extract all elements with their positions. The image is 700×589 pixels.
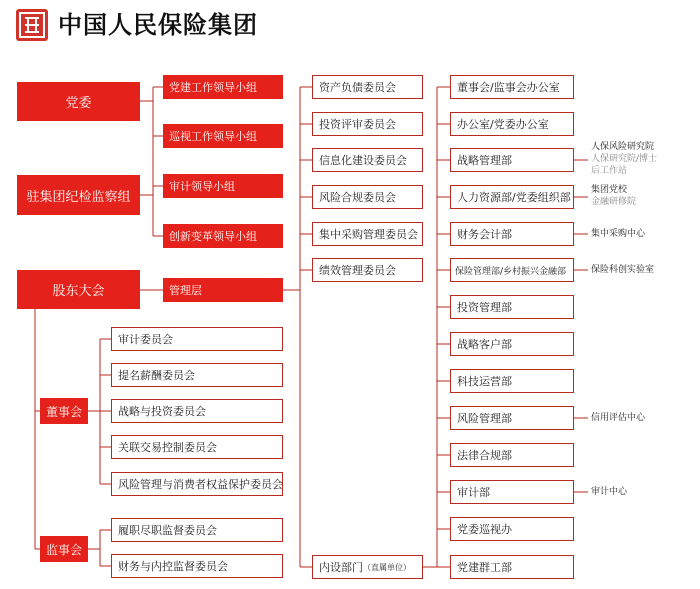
- internal-departments-box: [312, 555, 423, 579]
- department-box: 审计部: [450, 480, 574, 504]
- board-committee-box: 战略与投资委员会: [111, 399, 283, 423]
- board-committee-box: 风险管理与消费者权益保护委员会: [111, 472, 283, 496]
- picc-logo-icon: [16, 9, 48, 41]
- group-box: 创新变革领导小组: [163, 224, 283, 248]
- group-box: 审计领导小组: [163, 174, 283, 198]
- department-box: 科技运营部: [450, 369, 574, 393]
- group-box: 巡视工作领导小组: [163, 124, 283, 148]
- group-box: 党建工作领导小组: [163, 75, 283, 99]
- department-box: 投资管理部: [450, 295, 574, 319]
- shareholders-meeting-box: 股东大会: [17, 270, 140, 309]
- mgmt-committee-box: 集中采购管理委员会: [312, 222, 423, 246]
- affiliate-insurance: 保险科创实验室: [591, 265, 655, 275]
- department-box: 人力资源部/党委组织部: [450, 185, 574, 209]
- mgmt-committee-box: 绩效管理委员会: [312, 258, 423, 282]
- department-box: 办公室/党委办公室: [450, 112, 574, 136]
- management-box: 管理层: [163, 278, 283, 302]
- affiliate-finance: 集中采购中心: [591, 229, 646, 239]
- party-committee-box: 党委: [17, 82, 140, 121]
- mgmt-committee-box: 资产负债委员会: [312, 75, 423, 99]
- mgmt-committee-box: 风险合规委员会: [312, 185, 423, 209]
- affiliate-audit: 审计中心: [591, 487, 628, 497]
- board-box: 董事会: [40, 398, 88, 424]
- department-box: 法律合规部: [450, 443, 574, 467]
- affiliate-strategy: [591, 141, 657, 177]
- mgmt-committee-box: 信息化建设委员会: [312, 148, 423, 172]
- affiliate-strategy-sub1: 人保研究院/博士: [591, 154, 658, 164]
- department-box: 董事会/监事会办公室: [450, 75, 574, 99]
- board-committee-box: 审计委员会: [111, 327, 283, 351]
- affiliate-strategy-main: 人保风险研究院: [591, 142, 655, 152]
- supervisory-board-box: 监事会: [40, 536, 88, 562]
- affiliate-risk: 信用评估中心: [591, 413, 646, 423]
- discipline-group-box: 驻集团纪检监察组: [17, 175, 140, 215]
- supervisory-committee-box: 财务与内控监督委员会: [111, 554, 283, 578]
- supervisory-committee-box: 履职尽职监督委员会: [111, 518, 283, 542]
- mgmt-committee-box: 投资评审委员会: [312, 112, 423, 136]
- department-box: 保险管理部/乡村振兴金融部: [450, 258, 574, 282]
- affiliate-hr: [591, 184, 636, 208]
- department-box: 党委巡视办: [450, 517, 574, 541]
- company-name: 中国人民保险集团: [58, 11, 258, 39]
- board-committee-box: 提名薪酬委员会: [111, 363, 283, 387]
- affiliate-hr-main: 集团党校: [591, 185, 628, 195]
- internal-departments-sub: （直属单位）: [363, 562, 411, 572]
- department-box: 战略管理部: [450, 148, 574, 172]
- affiliate-strategy-sub2: 后工作站: [591, 166, 628, 176]
- internal-departments-label: 内设部门: [319, 561, 363, 574]
- board-committee-box: 关联交易控制委员会: [111, 435, 283, 459]
- department-box: 战略客户部: [450, 332, 574, 356]
- department-box: 风险管理部: [450, 406, 574, 430]
- affiliate-hr-sub: 金融研修院: [591, 197, 637, 207]
- department-box: 财务会计部: [450, 222, 574, 246]
- department-box: 党建群工部: [450, 555, 574, 579]
